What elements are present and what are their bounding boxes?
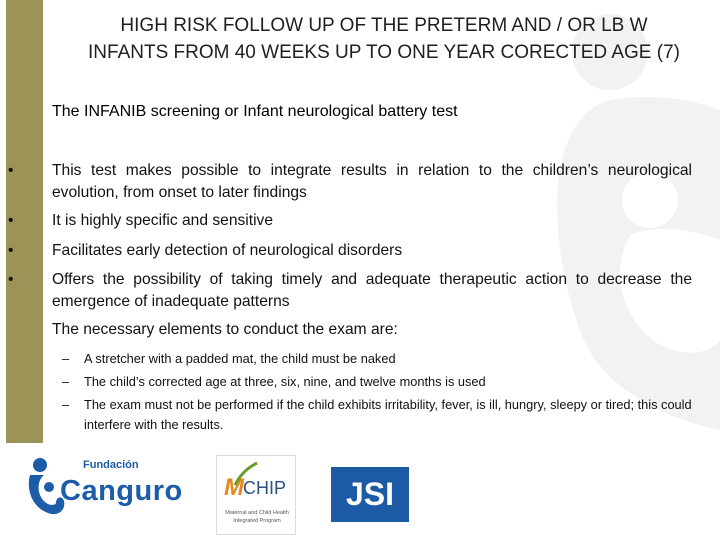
sub-item bbox=[52, 395, 720, 435]
bullet-text: Offers the possibility of taking timely and adequate therapeutic action to decrease the emergence of inadequate patterns bbox=[52, 271, 692, 310]
bullet-text: It is highly specific and sensitive bbox=[52, 212, 274, 229]
bullet-marker: • bbox=[8, 271, 14, 288]
title-line-2: INFANTS FROM 40 WEEKS UP TO ONE YEAR CORECTED AGE (7) bbox=[88, 42, 680, 63]
bullet-list bbox=[8, 160, 692, 319]
sub-item-text: The child’s corrected age at three, six, nine, and twelve months is used bbox=[84, 374, 486, 389]
bullet-text: This test makes possible to integrate results in relation to the children’s neurological evolution, from onset to later findings bbox=[52, 162, 692, 201]
jsi-name: JSI bbox=[345, 476, 395, 512]
sub-item-text: The exam must not be performed if the child exhibits irritability, fever, is ill, hungry, sleepy or tired; this could interfere with the results. bbox=[84, 397, 692, 432]
dash-marker: – bbox=[62, 351, 70, 366]
slide-subtitle: The INFANIB screening or Infant neurological battery test bbox=[52, 103, 458, 120]
sub-item bbox=[52, 372, 720, 392]
bullet-text: Facilitates early detection of neurological disorders bbox=[52, 241, 403, 259]
bullet-marker: • bbox=[8, 241, 14, 259]
exam-elements-lead: The necessary elements to conduct the exam are: bbox=[52, 321, 398, 338]
bullet-item bbox=[8, 240, 692, 262]
mchip-letter: M bbox=[224, 474, 244, 501]
sub-item-text: A stretcher with a padded mat, the child must be naked bbox=[84, 351, 396, 366]
sub-item-list bbox=[52, 349, 720, 438]
title-line-1: HIGH RISK FOLLOW UP OF THE PRETERM AND / OR LB W bbox=[120, 15, 648, 36]
bullet-item bbox=[8, 210, 692, 232]
canguro-name: Canguro bbox=[60, 475, 183, 507]
jsi-logo bbox=[331, 467, 409, 522]
sub-item bbox=[52, 349, 720, 369]
dash-marker: – bbox=[62, 374, 70, 389]
bullet-marker: • bbox=[8, 162, 14, 179]
canguro-small-text: Fundación bbox=[83, 459, 139, 471]
mchip-name: CHIP bbox=[243, 478, 287, 498]
bullet-marker: • bbox=[8, 212, 14, 229]
slide-title bbox=[48, 12, 720, 66]
bullet-item bbox=[8, 269, 692, 312]
mchip-caption-2: Integrated Program bbox=[233, 518, 281, 524]
mchip-caption-1: Maternal and Child Health bbox=[225, 510, 289, 516]
bullet-item bbox=[8, 160, 692, 203]
fundacion-canguro-logo bbox=[26, 455, 183, 517]
dash-marker: – bbox=[62, 397, 70, 412]
mchip-logo bbox=[216, 455, 296, 535]
